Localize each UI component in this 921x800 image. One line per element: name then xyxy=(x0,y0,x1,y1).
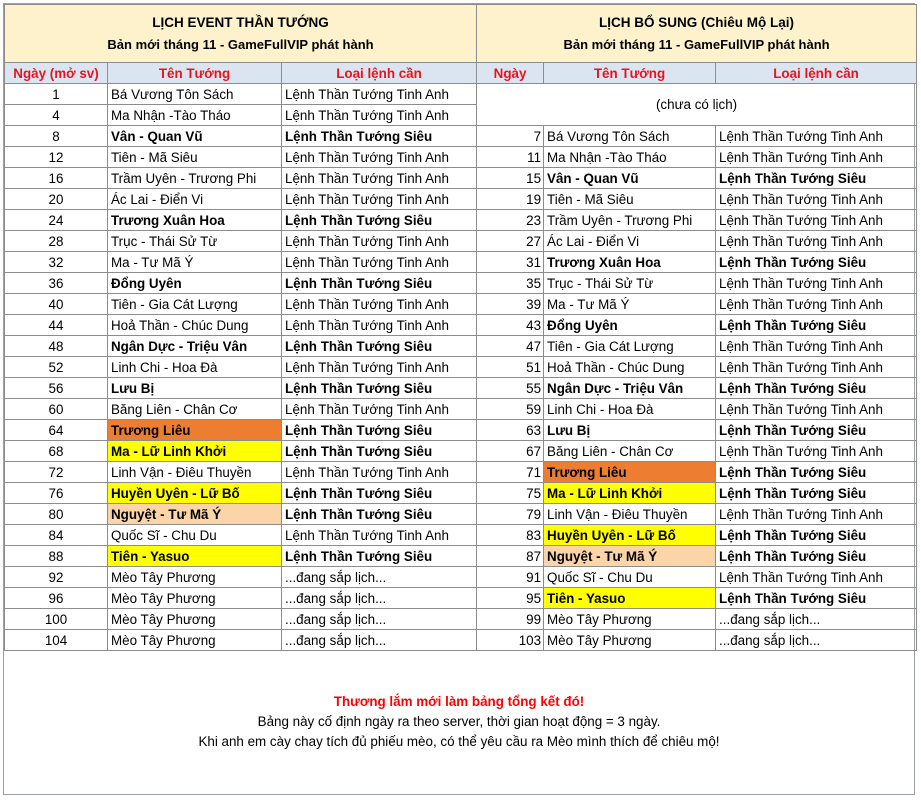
right-day-cell: 51 xyxy=(477,357,544,378)
right-header-cmd: Loại lệnh cần xyxy=(716,63,917,84)
right-name-cell: Trầm Uyên - Trương Phi xyxy=(544,210,716,231)
footer-line-1: Thương lắm mới làm bảng tổng kết đó! xyxy=(333,694,585,709)
right-cmd-cell: Lệnh Thần Tướng Tinh Anh xyxy=(716,273,917,294)
left-cmd-cell: Lệnh Thần Tướng Tinh Anh xyxy=(282,252,477,273)
left-cmd-cell: Lệnh Thần Tướng Siêu xyxy=(282,210,477,231)
left-name-cell: Tiên - Gia Cát Lượng xyxy=(108,294,282,315)
right-cmd-cell: Lệnh Thần Tướng Tinh Anh xyxy=(716,357,917,378)
right-name-cell: Đổng Uyên xyxy=(544,315,716,336)
right-day-cell: 75 xyxy=(477,483,544,504)
right-day-cell: 63 xyxy=(477,420,544,441)
left-day-cell: 52 xyxy=(5,357,108,378)
table-row xyxy=(5,525,917,546)
right-day-cell: 91 xyxy=(477,567,544,588)
left-name-cell: Đổng Uyên xyxy=(108,273,282,294)
schedule-sheet xyxy=(3,3,915,795)
footer-line-2: Bảng này cố định ngày ra theo server, thời gian hoạt động = 3 ngày. xyxy=(257,714,661,729)
left-name-cell: Ma Nhận -Tào Tháo xyxy=(108,105,282,126)
left-day-cell: 56 xyxy=(5,378,108,399)
left-name-cell: Tiên - Yasuo xyxy=(108,546,282,567)
right-name-cell: Trục - Thái Sử Từ xyxy=(544,273,716,294)
right-name-cell: Ác Lai - Điển Vi xyxy=(544,231,716,252)
right-name-cell: Nguyệt - Tư Mã Ý xyxy=(544,546,716,567)
table-row xyxy=(5,336,917,357)
right-day-cell: 55 xyxy=(477,378,544,399)
left-cmd-cell: Lệnh Thần Tướng Tinh Anh xyxy=(282,168,477,189)
right-name-cell: Linh Vận - Điêu Thuyền xyxy=(544,504,716,525)
right-day-cell: 11 xyxy=(477,147,544,168)
left-day-cell: 40 xyxy=(5,294,108,315)
left-cmd-cell: Lệnh Thần Tướng Tinh Anh xyxy=(282,147,477,168)
right-cmd-cell: ...đang sắp lịch... xyxy=(716,609,917,630)
table-row xyxy=(5,252,917,273)
right-name-cell: Ngân Dực - Triệu Vân xyxy=(544,378,716,399)
left-name-cell: Ma - Tư Mã Ý xyxy=(108,252,282,273)
left-header-cmd: Loại lệnh cần xyxy=(282,63,477,84)
left-header-name: Tên Tướng xyxy=(108,63,282,84)
right-day-cell: 47 xyxy=(477,336,544,357)
left-cmd-cell: Lệnh Thần Tướng Siêu xyxy=(282,420,477,441)
right-day-cell: 103 xyxy=(477,630,544,651)
table-row xyxy=(5,294,917,315)
right-name-cell: Ma - Tư Mã Ý xyxy=(544,294,716,315)
left-header-day: Ngày (mở sv) xyxy=(5,63,108,84)
right-name-cell: Lưu Bị xyxy=(544,420,716,441)
left-cmd-cell: Lệnh Thần Tướng Tinh Anh xyxy=(282,462,477,483)
left-day-cell: 80 xyxy=(5,504,108,525)
left-day-cell: 104 xyxy=(5,630,108,651)
left-name-cell: Quốc Sĩ - Chu Du xyxy=(108,525,282,546)
left-name-cell: Linh Chi - Hoa Đà xyxy=(108,357,282,378)
left-day-cell: 32 xyxy=(5,252,108,273)
left-name-cell: Mèo Tây Phương xyxy=(108,609,282,630)
left-name-cell: Ngân Dực - Triệu Vân xyxy=(108,336,282,357)
right-cmd-cell: Lệnh Thần Tướng Siêu xyxy=(716,546,917,567)
left-cmd-cell: Lệnh Thần Tướng Tinh Anh xyxy=(282,357,477,378)
left-cmd-cell: Lệnh Thần Tướng Tinh Anh xyxy=(282,84,477,105)
left-name-cell: Linh Vận - Điêu Thuyền xyxy=(108,462,282,483)
right-day-cell: 15 xyxy=(477,168,544,189)
table-row xyxy=(5,420,917,441)
right-header-name: Tên Tướng xyxy=(544,63,716,84)
table-row xyxy=(5,483,917,504)
right-cmd-cell: Lệnh Thần Tướng Siêu xyxy=(716,252,917,273)
right-name-cell: Tiên - Mã Siêu xyxy=(544,189,716,210)
right-name-cell: Băng Liên - Chân Cơ xyxy=(544,441,716,462)
left-day-cell: 76 xyxy=(5,483,108,504)
right-day-cell: 43 xyxy=(477,315,544,336)
table-row xyxy=(5,357,917,378)
left-cmd-cell: Lệnh Thần Tướng Tinh Anh xyxy=(282,294,477,315)
left-day-cell: 4 xyxy=(5,105,108,126)
left-name-cell: Nguyệt - Tư Mã Ý xyxy=(108,504,282,525)
left-day-cell: 16 xyxy=(5,168,108,189)
left-day-cell: 28 xyxy=(5,231,108,252)
footer-line-3: Khi anh em cày chay tích đủ phiếu mèo, có thể yêu cầu ra Mèo mình thích để chiêu mộ! xyxy=(198,734,720,749)
right-cmd-cell: Lệnh Thần Tướng Siêu xyxy=(716,588,917,609)
table-row xyxy=(5,462,917,483)
right-day-cell: 23 xyxy=(477,210,544,231)
table-row xyxy=(5,273,917,294)
left-cmd-cell: Lệnh Thần Tướng Siêu xyxy=(282,441,477,462)
right-name-cell: Hoả Thần - Chúc Dung xyxy=(544,357,716,378)
left-cmd-cell: Lệnh Thần Tướng Tinh Anh xyxy=(282,105,477,126)
right-cmd-cell: Lệnh Thần Tướng Tinh Anh xyxy=(716,294,917,315)
right-subtitle: Bản mới tháng 11 - GameFullVIP phát hành xyxy=(563,36,830,52)
right-name-cell: Trương Xuân Hoa xyxy=(544,252,716,273)
left-day-cell: 36 xyxy=(5,273,108,294)
right-no-schedule: (chưa có lịch) xyxy=(477,84,917,126)
right-cmd-cell: Lệnh Thần Tướng Tinh Anh xyxy=(716,126,917,147)
left-name-cell: Trầm Uyên - Trương Phi xyxy=(108,168,282,189)
right-cmd-cell: Lệnh Thần Tướng Siêu xyxy=(716,483,917,504)
footer-notes xyxy=(4,646,914,794)
right-cmd-cell: ...đang sắp lịch... xyxy=(716,630,917,651)
right-name-cell: Quốc Sĩ - Chu Du xyxy=(544,567,716,588)
right-day-cell: 35 xyxy=(477,273,544,294)
table-row xyxy=(5,588,917,609)
right-day-cell: 83 xyxy=(477,525,544,546)
left-day-cell: 64 xyxy=(5,420,108,441)
right-title-cell xyxy=(477,5,917,63)
left-cmd-cell: Lệnh Thần Tướng Tinh Anh xyxy=(282,315,477,336)
left-name-cell: Bá Vương Tôn Sách xyxy=(108,84,282,105)
left-cmd-cell: Lệnh Thần Tướng Tinh Anh xyxy=(282,399,477,420)
table-row xyxy=(5,126,917,147)
table-row xyxy=(5,84,917,105)
left-day-cell: 20 xyxy=(5,189,108,210)
left-cmd-cell: Lệnh Thần Tướng Siêu xyxy=(282,273,477,294)
table-row xyxy=(5,168,917,189)
right-cmd-cell: Lệnh Thần Tướng Tinh Anh xyxy=(716,147,917,168)
left-day-cell: 84 xyxy=(5,525,108,546)
left-name-cell: Mèo Tây Phương xyxy=(108,567,282,588)
table-row xyxy=(5,399,917,420)
left-day-cell: 60 xyxy=(5,399,108,420)
header-row xyxy=(5,63,917,84)
right-cmd-cell: Lệnh Thần Tướng Tinh Anh xyxy=(716,441,917,462)
left-day-cell: 92 xyxy=(5,567,108,588)
left-cmd-cell: Lệnh Thần Tướng Tinh Anh xyxy=(282,189,477,210)
left-cmd-cell: Lệnh Thần Tướng Siêu xyxy=(282,504,477,525)
right-day-cell: 27 xyxy=(477,231,544,252)
right-cmd-cell: Lệnh Thần Tướng Tinh Anh xyxy=(716,189,917,210)
left-name-cell: Vân - Quan Vũ xyxy=(108,126,282,147)
right-cmd-cell: Lệnh Thần Tướng Tinh Anh xyxy=(716,504,917,525)
left-name-cell: Trương Xuân Hoa xyxy=(108,210,282,231)
left-name-cell: Ma - Lữ Linh Khởi xyxy=(108,441,282,462)
table-row xyxy=(5,147,917,168)
left-title-cell xyxy=(5,5,477,63)
right-day-cell: 95 xyxy=(477,588,544,609)
table-row xyxy=(5,210,917,231)
table-row xyxy=(5,504,917,525)
right-day-cell: 67 xyxy=(477,441,544,462)
right-name-cell: Tiên - Yasuo xyxy=(544,588,716,609)
right-name-cell: Vân - Quan Vũ xyxy=(544,168,716,189)
left-cmd-cell: Lệnh Thần Tướng Siêu xyxy=(282,546,477,567)
right-cmd-cell: Lệnh Thần Tướng Tinh Anh xyxy=(716,567,917,588)
left-day-cell: 24 xyxy=(5,210,108,231)
left-cmd-cell: Lệnh Thần Tướng Siêu xyxy=(282,126,477,147)
left-day-cell: 68 xyxy=(5,441,108,462)
right-day-cell: 7 xyxy=(477,126,544,147)
right-day-cell: 39 xyxy=(477,294,544,315)
right-name-cell: Mèo Tây Phương xyxy=(544,630,716,651)
right-title: LỊCH BỔ SUNG (Chiêu Mộ Lại) xyxy=(599,14,795,30)
right-cmd-cell: Lệnh Thần Tướng Siêu xyxy=(716,525,917,546)
left-day-cell: 8 xyxy=(5,126,108,147)
right-cmd-cell: Lệnh Thần Tướng Siêu xyxy=(716,315,917,336)
right-cmd-cell: Lệnh Thần Tướng Siêu xyxy=(716,462,917,483)
left-name-cell: Trục - Thái Sử Từ xyxy=(108,231,282,252)
left-subtitle: Bản mới tháng 11 - GameFullVIP phát hành xyxy=(107,36,374,52)
right-cmd-cell: Lệnh Thần Tướng Tinh Anh xyxy=(716,210,917,231)
table-row xyxy=(5,546,917,567)
left-day-cell: 44 xyxy=(5,315,108,336)
left-cmd-cell: Lệnh Thần Tướng Siêu xyxy=(282,378,477,399)
right-name-cell: Mèo Tây Phương xyxy=(544,609,716,630)
table-row xyxy=(5,378,917,399)
right-day-cell: 87 xyxy=(477,546,544,567)
right-name-cell: Bá Vương Tôn Sách xyxy=(544,126,716,147)
left-name-cell: Ác Lai - Điển Vi xyxy=(108,189,282,210)
right-day-cell: 31 xyxy=(477,252,544,273)
left-cmd-cell: Lệnh Thần Tướng Tinh Anh xyxy=(282,231,477,252)
table-row xyxy=(5,567,917,588)
table-row xyxy=(5,231,917,252)
left-cmd-cell: ...đang sắp lịch... xyxy=(282,630,477,651)
right-name-cell: Ma Nhận -Tào Tháo xyxy=(544,147,716,168)
table-row xyxy=(5,441,917,462)
left-day-cell: 100 xyxy=(5,609,108,630)
right-cmd-cell: Lệnh Thần Tướng Tinh Anh xyxy=(716,399,917,420)
schedule-table xyxy=(4,4,917,651)
right-cmd-cell: Lệnh Thần Tướng Siêu xyxy=(716,378,917,399)
left-day-cell: 88 xyxy=(5,546,108,567)
left-day-cell: 1 xyxy=(5,84,108,105)
title-row xyxy=(5,5,917,63)
right-name-cell: Ma - Lữ Linh Khởi xyxy=(544,483,716,504)
right-cmd-cell: Lệnh Thần Tướng Siêu xyxy=(716,168,917,189)
right-header-day: Ngày xyxy=(477,63,544,84)
right-name-cell: Linh Chi - Hoa Đà xyxy=(544,399,716,420)
right-day-cell: 19 xyxy=(477,189,544,210)
right-day-cell: 59 xyxy=(477,399,544,420)
left-name-cell: Tiên - Mã Siêu xyxy=(108,147,282,168)
left-name-cell: Mèo Tây Phương xyxy=(108,630,282,651)
left-cmd-cell: Lệnh Thần Tướng Siêu xyxy=(282,483,477,504)
right-cmd-cell: Lệnh Thần Tướng Siêu xyxy=(716,420,917,441)
left-cmd-cell: Lệnh Thần Tướng Tinh Anh xyxy=(282,525,477,546)
table-row xyxy=(5,189,917,210)
left-day-cell: 72 xyxy=(5,462,108,483)
left-cmd-cell: ...đang sắp lịch... xyxy=(282,609,477,630)
right-cmd-cell: Lệnh Thần Tướng Tinh Anh xyxy=(716,336,917,357)
right-name-cell: Huyền Uyên - Lữ Bố xyxy=(544,525,716,546)
table-row xyxy=(5,315,917,336)
left-name-cell: Mèo Tây Phương xyxy=(108,588,282,609)
right-name-cell: Trương Liêu xyxy=(544,462,716,483)
table-row xyxy=(5,609,917,630)
left-name-cell: Hoả Thần - Chúc Dung xyxy=(108,315,282,336)
left-name-cell: Băng Liên - Chân Cơ xyxy=(108,399,282,420)
left-day-cell: 96 xyxy=(5,588,108,609)
right-cmd-cell: Lệnh Thần Tướng Tinh Anh xyxy=(716,231,917,252)
left-name-cell: Huyền Uyên - Lữ Bố xyxy=(108,483,282,504)
right-day-cell: 99 xyxy=(477,609,544,630)
left-title: LỊCH EVENT THẦN TƯỚNG xyxy=(152,14,329,30)
left-cmd-cell: Lệnh Thần Tướng Siêu xyxy=(282,336,477,357)
left-day-cell: 48 xyxy=(5,336,108,357)
left-name-cell: Lưu Bị xyxy=(108,378,282,399)
right-day-cell: 79 xyxy=(477,504,544,525)
right-day-cell: 71 xyxy=(477,462,544,483)
left-cmd-cell: ...đang sắp lịch... xyxy=(282,588,477,609)
left-day-cell: 12 xyxy=(5,147,108,168)
left-cmd-cell: ...đang sắp lịch... xyxy=(282,567,477,588)
left-name-cell: Trương Liêu xyxy=(108,420,282,441)
right-name-cell: Tiên - Gia Cát Lượng xyxy=(544,336,716,357)
